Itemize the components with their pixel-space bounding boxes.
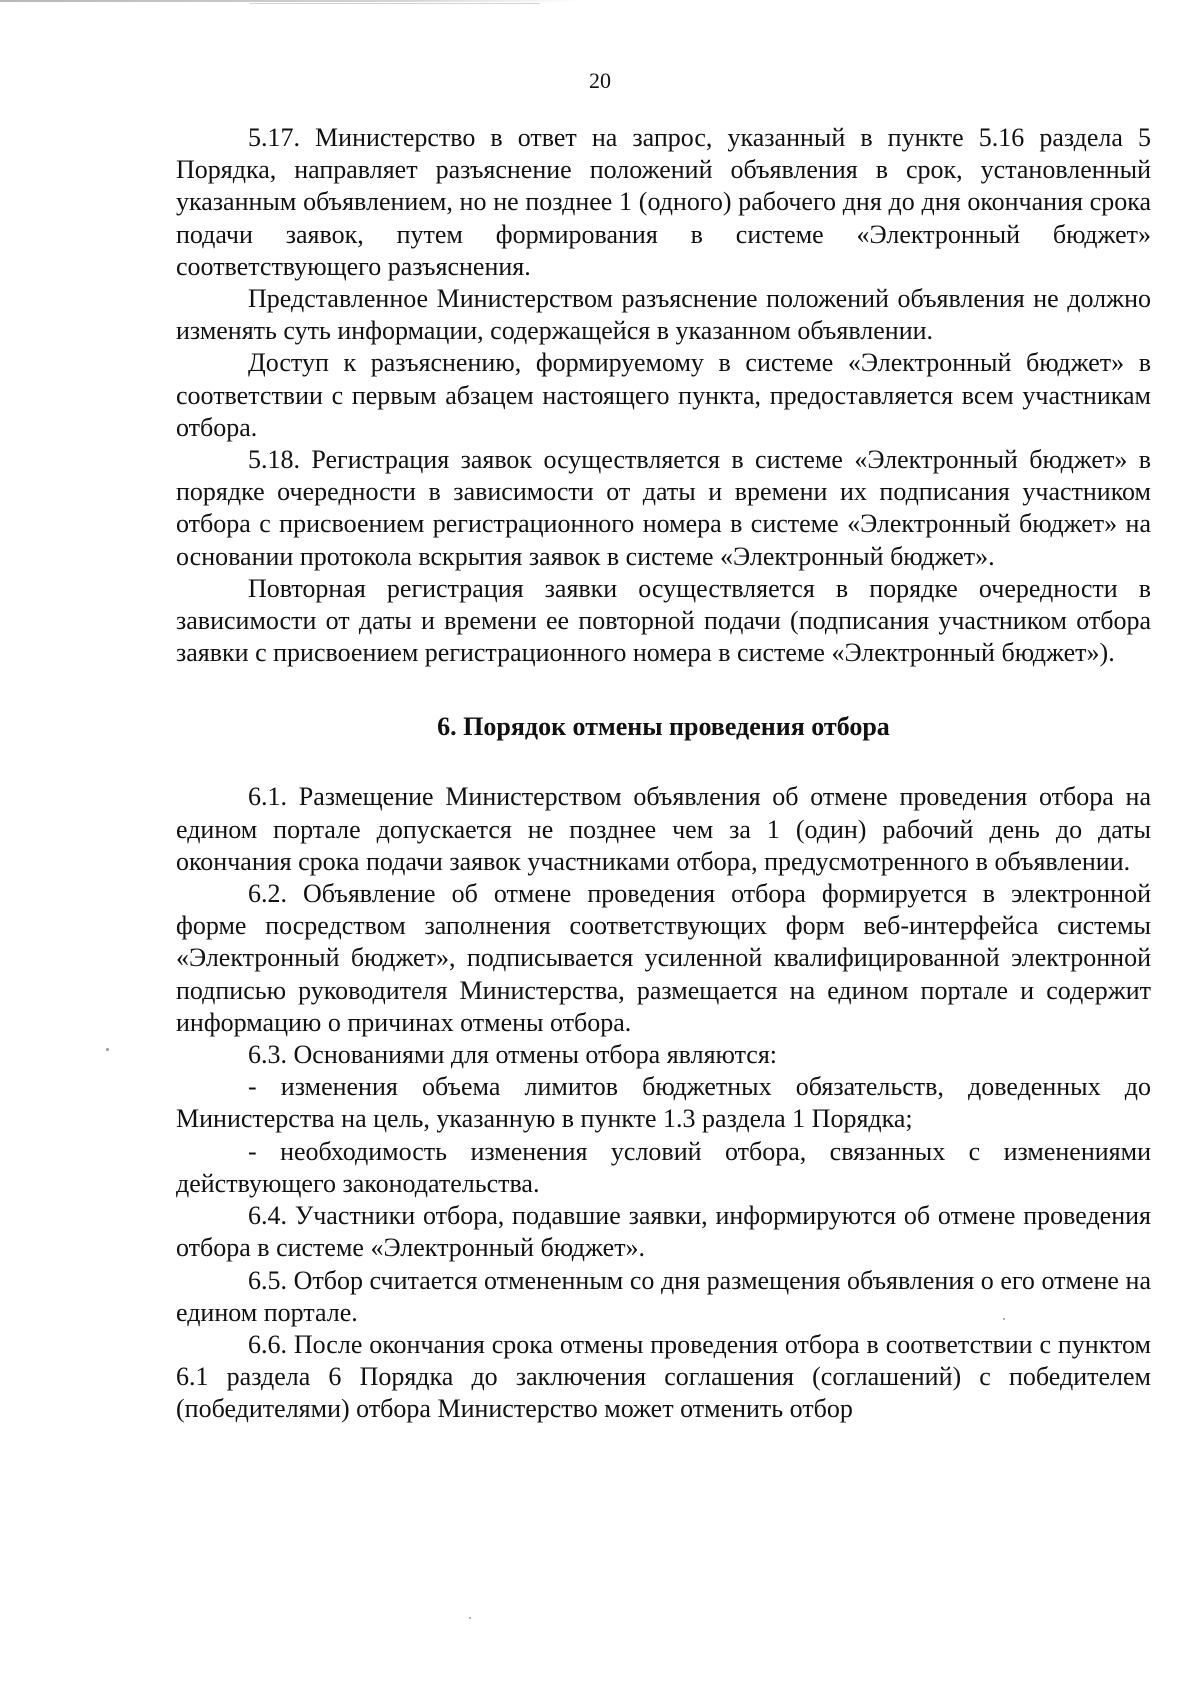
scan-edge-line <box>0 0 580 2</box>
scan-speck <box>469 1617 471 1619</box>
paragraph-6-3: 6.3. Основаниями для отмены отбора являются: <box>248 1040 778 1070</box>
paragraph-6-1: 6.1. Размещение Министерством объявления об отмене проведения отбора на едином портале допускается не позднее чем за 1 (один) рабочий день до даты окончания срока подачи заявок участниками отбора, предусмотренного в объявлении. <box>176 782 1151 876</box>
paragraph-6-5: 6.5. Отбор считается отмененным со дня размещения объявления о его отмене на едином портале. <box>176 1265 1151 1327</box>
page-number: 20 <box>589 68 611 93</box>
paragraph-clarification-access: Доступ к разъяснению, формируемому в системе «Электронный бюджет» в соответствии с первым абзацем настоящего пункта, предоставляется всем участникам отбора. <box>176 348 1151 442</box>
paragraph-6-6: 6.6. После окончания срока отмены проведения отбора в соответствии с пунктом 6.1 раздела 6 Порядка до заключения соглашения (соглашений) с победителем (победителями) отбора Министерство может отменить отбор <box>176 1329 1151 1424</box>
list-item-conditions-change: - необходимость изменения условий отбора, связанных с изменениями действующего законодательства. <box>176 1136 1151 1198</box>
paragraph-5-17: 5.17. Министерство в ответ на запрос, указанный в пункте 5.16 раздела 5 Порядка, направляет разъяснение положений объявления в срок, установленный указанным объявлением, но не позднее 1 (одного) рабочего дня до дня окончания срока подачи заявок, путем формирования в системе «Электронный бюджет» соответствующего разъяснения. <box>176 123 1151 281</box>
paragraph-6-2: 6.2. Объявление об отмене проведения отбора формируется в электронной форме посредством заполнения соответствующих форм веб-интерфейса системы «Электронный бюджет», подписывается усиленной квалифицированной электронной подписью руководителя Министерства, размещается на едином портале и содержит информацию о причинах отмены отбора. <box>176 879 1151 1037</box>
paragraph-clarification-scope: Представленное Министерством разъяснение положений объявления не должно изменять суть информации, содержащейся в указанном объявлении. <box>176 284 1151 346</box>
document-body <box>176 122 1151 1426</box>
paragraph-5-18: 5.18. Регистрация заявок осуществляется в системе «Электронный бюджет» в порядке очередности в зависимости от даты и времени их подписания участником отбора с присвоением регистрационного номера в системе «Электронный бюджет» на основании протокола вскрытия заявок в системе «Электронный бюджет». <box>176 445 1151 571</box>
scan-speck <box>1003 1318 1005 1320</box>
scan-speck <box>106 1048 109 1051</box>
paragraph-6-4: 6.4. Участники отбора, подавшие заявки, информируются об отмене проведения отбора в системе «Электронный бюджет». <box>176 1201 1151 1263</box>
scan-edge-line <box>250 3 540 4</box>
section-title: 6. Порядок отмены проведения отбора <box>437 712 890 742</box>
paragraph-repeat-registration: Повторная регистрация заявки осуществляется в порядке очередности в зависимости от даты и времени ее повторной подачи (подписания участником отбора заявки с присвоением регистрационного номера в системе «Электронный бюджет»). <box>176 573 1151 668</box>
list-item-limits-change: - изменения объема лимитов бюджетных обязательств, доведенных до Министерства на цель, указанную в пункте 1.3 раздела 1 Порядка; <box>176 1072 1151 1134</box>
